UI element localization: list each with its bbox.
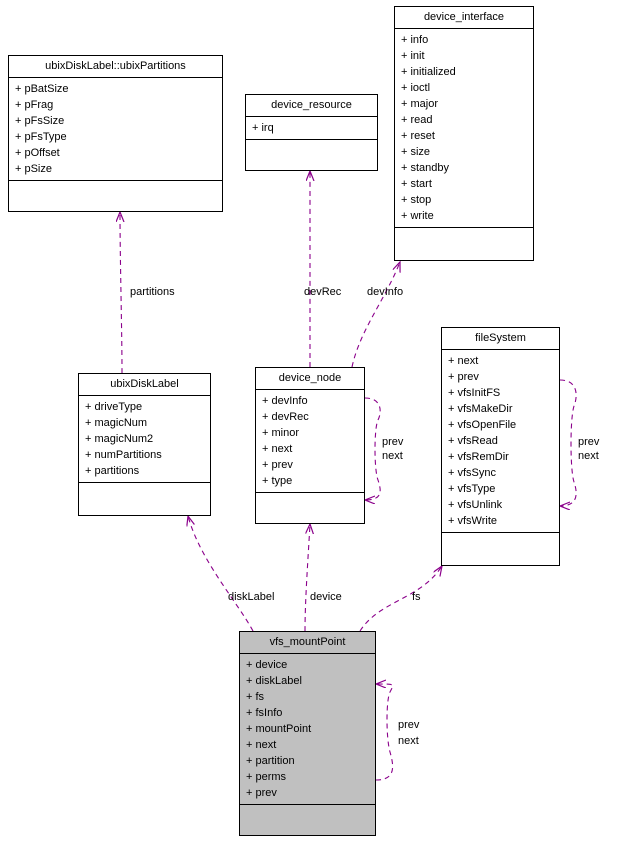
class-attr: + read xyxy=(401,114,433,126)
edge-label-mountpoint-next: next xyxy=(398,735,419,747)
class-title: ubixDiskLabel xyxy=(79,374,210,396)
class-attr: + pOffset xyxy=(15,147,60,159)
class-attr: + write xyxy=(401,210,434,222)
class-attr: + init xyxy=(401,50,425,62)
uml-class-device-resource[interactable] xyxy=(245,94,378,171)
class-attr: + magicNum xyxy=(85,417,148,429)
uml-class-file-system[interactable] xyxy=(441,327,560,566)
edge-label-disklabel: diskLabel xyxy=(228,591,275,603)
class-attributes xyxy=(395,29,533,228)
class-attr: + magicNum2 xyxy=(85,433,154,445)
uml-class-vfs-mountpoint[interactable] xyxy=(239,631,376,836)
class-attr: + pBatSize xyxy=(15,83,69,95)
class-operations xyxy=(240,805,375,819)
class-attr: + stop xyxy=(401,194,432,206)
class-attr: + vfsUnlink xyxy=(448,499,503,511)
class-attributes xyxy=(79,396,210,483)
class-attr: + device xyxy=(246,659,288,671)
class-attr: + minor xyxy=(262,427,299,439)
class-operations xyxy=(246,140,377,154)
class-attr: + vfsType xyxy=(448,483,496,495)
class-attr: + diskLabel xyxy=(246,675,302,687)
uml-class-ubix-disk-label[interactable] xyxy=(78,373,211,516)
class-attr: + vfsSync xyxy=(448,467,496,479)
class-title: device_node xyxy=(256,368,364,390)
class-attributes xyxy=(246,117,377,140)
edge-label-filesystem-prev: prev xyxy=(578,436,600,448)
class-attributes xyxy=(9,78,222,181)
class-attr: + ioctl xyxy=(401,82,431,94)
class-attr: + partition xyxy=(246,755,295,767)
class-attr: + start xyxy=(401,178,432,190)
class-attr: + vfsWrite xyxy=(448,515,498,527)
class-operations xyxy=(9,181,222,195)
class-attr: + standby xyxy=(401,162,450,174)
class-attr: + pSize xyxy=(15,163,52,175)
uml-class-ubix-partitions[interactable] xyxy=(8,55,223,212)
edge-label-filesystem-next: next xyxy=(578,450,599,462)
class-attr: + driveType xyxy=(85,401,143,413)
class-attr: + pFrag xyxy=(15,99,54,111)
class-operations xyxy=(442,533,559,547)
class-title: vfs_mountPoint xyxy=(240,632,375,654)
class-attr: + next xyxy=(262,443,293,455)
class-attr: + devRec xyxy=(262,411,309,423)
class-attr: + fs xyxy=(246,691,265,703)
uml-class-device-interface[interactable] xyxy=(394,6,534,261)
class-attr: + prev xyxy=(448,371,479,383)
class-title: fileSystem xyxy=(442,328,559,350)
class-operations xyxy=(395,228,533,242)
class-operations xyxy=(256,493,364,507)
uml-class-device-node[interactable] xyxy=(255,367,365,524)
class-attr: + type xyxy=(262,475,293,487)
class-title: device_resource xyxy=(246,95,377,117)
edge-label-device-node-next: next xyxy=(382,450,403,462)
class-attr: + vfsInitFS xyxy=(448,387,501,399)
class-attr: + next xyxy=(246,739,277,751)
class-attr: + next xyxy=(448,355,479,367)
class-attr: + numPartitions xyxy=(85,449,162,461)
edge-label-devrec: devRec xyxy=(304,286,342,298)
class-attr: + vfsMakeDir xyxy=(448,403,513,415)
edge-label-mountpoint-prev: prev xyxy=(398,719,420,731)
class-attr: + vfsRemDir xyxy=(448,451,509,463)
class-attr: + partitions xyxy=(85,465,140,477)
edge-label-devinfo: devInfo xyxy=(367,286,404,298)
class-attr: + vfsRead xyxy=(448,435,498,447)
class-attr: + prev xyxy=(262,459,293,471)
class-attr: + reset xyxy=(401,130,435,142)
class-attr: + pFsSize xyxy=(15,115,65,127)
class-attr: + vfsOpenFile xyxy=(448,419,517,431)
edge-label-device-node-prev: prev xyxy=(382,436,404,448)
class-attributes xyxy=(240,654,375,805)
edge-label-partitions: partitions xyxy=(130,286,175,298)
class-attr: + fsInfo xyxy=(246,707,283,719)
edge-label-fs: fs xyxy=(412,591,421,603)
class-attr: + irq xyxy=(252,122,274,134)
class-title: ubixDiskLabel::ubixPartitions xyxy=(9,56,222,78)
class-attributes xyxy=(442,350,559,533)
edge-label-device: device xyxy=(310,591,342,603)
class-attr: + pFsType xyxy=(15,131,67,143)
class-attr: + major xyxy=(401,98,438,110)
class-attr: + perms xyxy=(246,771,287,783)
class-attr: + devInfo xyxy=(262,395,308,407)
class-attr: + initialized xyxy=(401,66,456,78)
class-operations xyxy=(79,483,210,497)
class-title: device_interface xyxy=(395,7,533,29)
class-attr: + mountPoint xyxy=(246,723,312,735)
class-attr: + prev xyxy=(246,787,277,799)
class-attributes xyxy=(256,390,364,493)
class-attr: + size xyxy=(401,146,431,158)
class-attr: + info xyxy=(401,34,429,46)
